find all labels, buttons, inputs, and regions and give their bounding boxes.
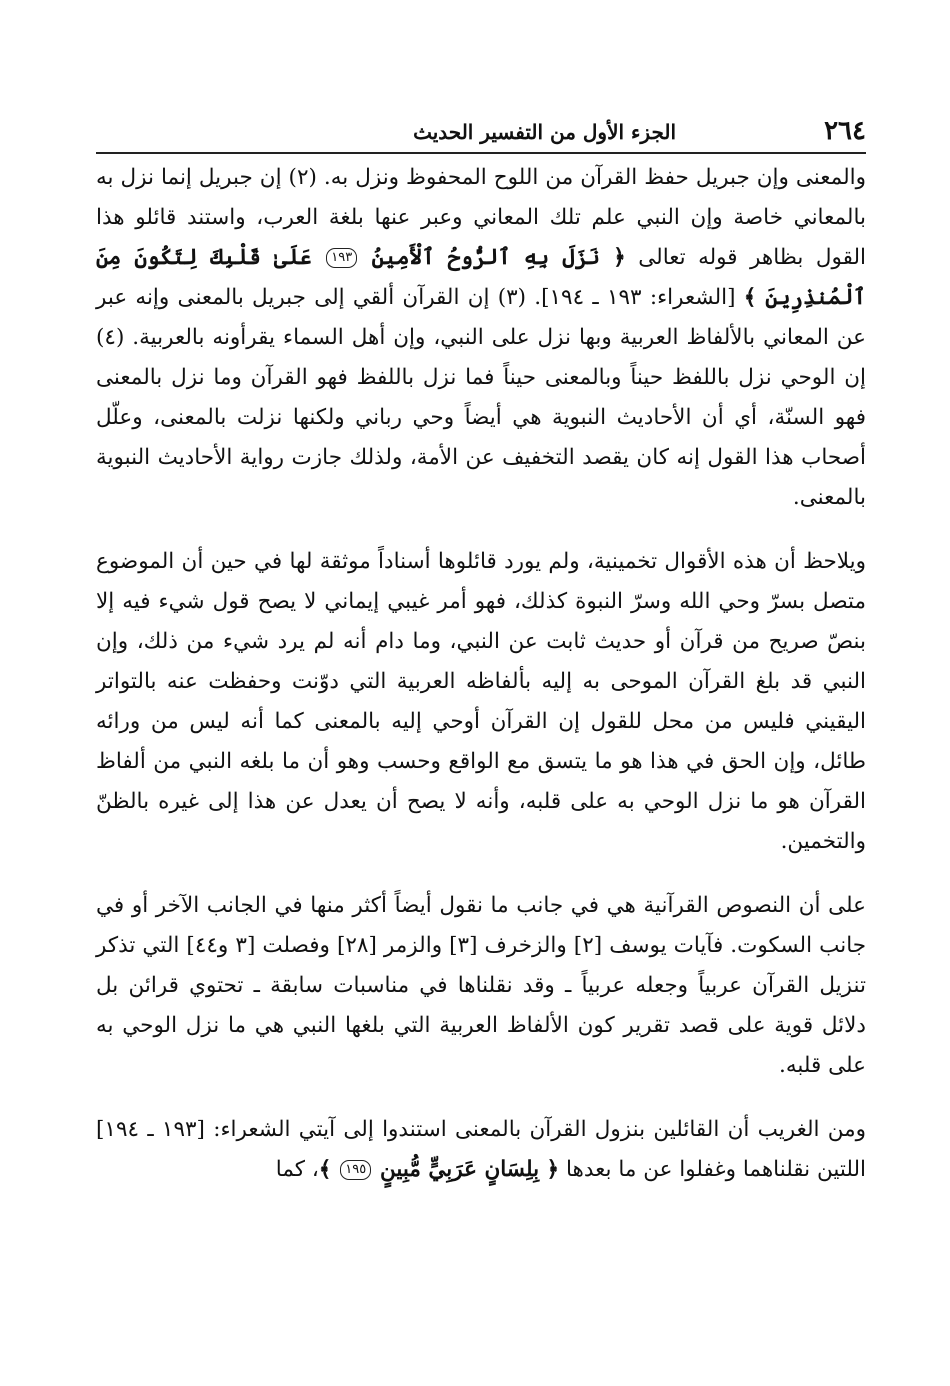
ayah-number-marker: ١٩٥: [340, 1160, 371, 1180]
paragraph-text: [الشعراء: ١٩٣ ـ ١٩٤]. (٣) إن القرآن ألقي إلى جبريل بالمعنى وإنه عبر عن المعاني بالألفاظ العربية وبها نزل على النبي، وإن أهل السماء يقرأونه بالعربية. (٤) إن الوحي نزل باللفظ حيناً وبالمعنى حيناً فما نزل باللفظ فهو القرآن وما نزل بالمعنى فهو السنّة، أي أن الأحاديث النبوية هي أيضاً وحي رباني ولكنها نزلت بالمعنى، وعلّل أصحاب هذا القول إنه كان يقصد التخفيف عن الأمة، ولذلك جازت رواية الأحاديث النبوية بالمعنى.: [96, 285, 866, 510]
page-header: [96, 112, 866, 152]
quran-verse: ﴿ بِلِسَانٍ عَرَبِيٍّ مُّبِينٍ: [380, 1157, 560, 1182]
quran-verse: ﴾: [318, 1157, 332, 1182]
paragraph: [96, 542, 866, 862]
running-title: الجزء الأول من التفسير الحديث: [413, 120, 676, 144]
paragraph-text: ومن الغريب أن القائلين بنزول القرآن بالمعنى استندوا إلى آيتي الشعراء: [١٩٣ ـ ١٩٤] اللتين نقلناهما وغفلوا عن ما بعدها: [96, 1117, 866, 1182]
ayah-number-marker: ١٩٣: [326, 248, 357, 268]
paragraph-text: ، كما: [275, 1157, 319, 1182]
paragraph-text: على أن النصوص القرآنية هي في جانب ما نقول أيضاً أكثر منها في الجانب الآخر أو في جانب السكوت. فآيات يوسف [٢] والزخرف [٣] والزمر [٢٨] وفصلت [٣ و٤٤] التي تذكر تنزيل القرآن عربياً وجعله عربياً ـ وقد نقلناها في مناسبات سابقة ـ تحتوي قرائن بل دلائل قوية على قصد تقرير كون الألفاظ العربية التي بلغها النبي هي ما نزل الوحي به على قلبه.: [96, 893, 867, 1078]
quran-verse: ﴿ نَزَلَ بِهِ ٱلرُّوحُ ٱلْأَمِينُ: [371, 245, 626, 270]
paragraph-text: ويلاحظ أن هذه الأقوال تخمينية، ولم يورد قائلوها أسناداً موثقة لها في حين أن الموضوع متصل بسرّ وحي الله وسرّ النبوة كذلك، فهو أمر غيبي إيماني لا يصح قول شيء فيه إلا بنصّ صريح من قرآن أو حديث ثابت عن النبي، وما دام أنه لم يرد شيء من ذلك، وإن النبي قد بلغ القرآن الموحى به إليه بألفاظه العربية التي دوّنت وحفظت عنه بالتواتر اليقيني فليس من محل للقول إن القرآن أوحي إليه بالمعنى كما أنه ليس من ورائه طائل، وإن الحق في هذا هو ما يتسق مع الواقع وحسب وهو أن ما بلغه النبي من ألفاظ القرآن هو ما نزل الوحي به على قلبه، وأنه لا يصح أن يعدل عن هذا إلى غيره بالظنّ والتخمين.: [96, 549, 866, 854]
header-divider: [96, 152, 866, 154]
paragraph: [96, 886, 866, 1086]
paragraph: [96, 158, 866, 518]
page-number: ٢٦٤: [824, 116, 866, 146]
quran-verse: عَلَىٰ قَلْبِكَ لِتَكُونَ مِنَ ٱلْمُنذِرِينَ ﴾: [96, 245, 867, 310]
paragraph: [96, 1110, 866, 1190]
body-text: [96, 158, 866, 1190]
paragraph-text: والمعنى وإن جبريل حفظ القرآن من اللوح المحفوظ ونزل به. (٢) إن جبريل إنما نزل به بالمعاني خاصة وإن النبي علم تلك المعاني وعبر عنها بلغة العرب، واستند قائلو هذا القول بظاهر قوله تعالى: [96, 165, 866, 270]
